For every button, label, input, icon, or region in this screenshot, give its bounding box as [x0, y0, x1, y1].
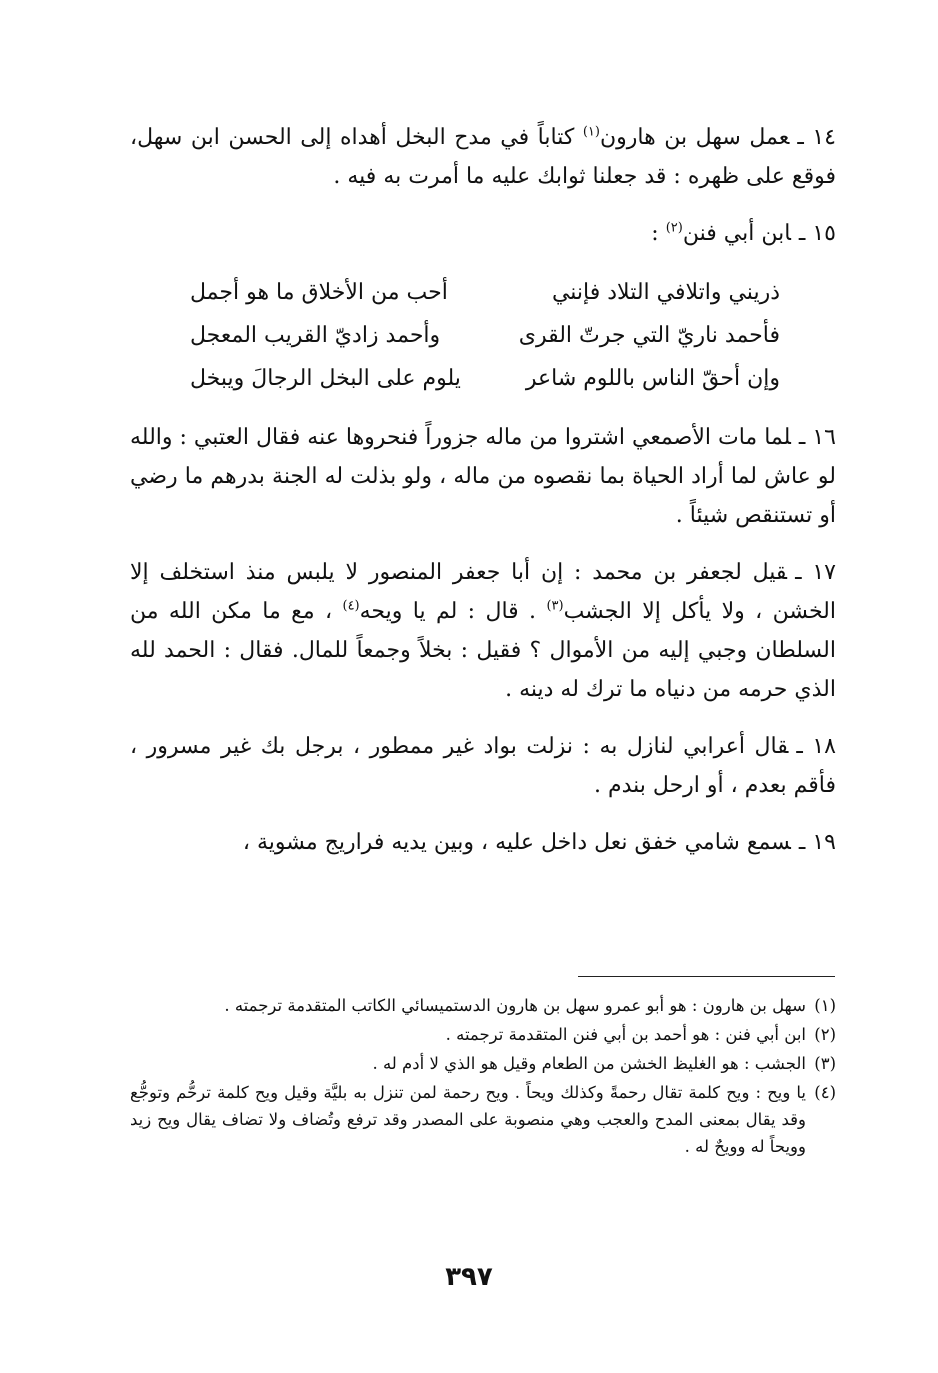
entry-19: [130, 823, 836, 862]
footnote-ref[interactable]: (٤): [342, 598, 360, 614]
footnote-ref[interactable]: (١): [582, 124, 600, 140]
verse-second-hemistich: أحب من الأخلاق ما هو أجمل: [190, 280, 448, 305]
entry-text: قال أعرابي لنازل به : نزلت بواد غير ممطور ، برجل بك غير مسرور ، فأقم بعدم ، أو ارحل بندم .: [130, 734, 836, 798]
verse-second-hemistich: يلوم على البخل الرجالَ ويبخل: [190, 366, 461, 391]
entry-text: سمع شامي خفق نعل داخل عليه ، وبين يديه فراريج مشوية ،: [242, 830, 791, 855]
footnote-mark: (٣): [814, 1054, 836, 1073]
verse-second-hemistich: وأحمد زاديّ القريب المعجل: [190, 323, 441, 348]
footnote-mark: (٢): [814, 1025, 836, 1044]
entry-number: ١٦ ـ: [798, 425, 836, 450]
entry-text: ابن أبي فنن: [682, 221, 791, 246]
footnote: [130, 992, 836, 1019]
entry-text: . قال : لم يا ويحه: [359, 599, 537, 624]
footnote-mark: (٤): [814, 1083, 836, 1102]
footnote-text: ابن أبي فنن : هو أحمد بن أبي فنن المتقدمة ترجمته .: [445, 1025, 806, 1044]
footnote-mark: (١): [814, 996, 836, 1015]
footnote-text: الجشب : هو الغليظ الخشن من الطعام وقيل هو الذي لا أدم له .: [372, 1054, 806, 1073]
entry-16: [130, 418, 836, 535]
entry-text: لما مات الأصمعي اشتروا من ماله جزوراً فنحروها عنه فقال العتبي : والله لو عاش لما أراد الحياة بما نقصوه من ماله ، ولو بذلت له الجنة بدرهم ما رضي أو تستنقص شيئاً .: [130, 425, 836, 528]
verse-line: [130, 357, 836, 400]
poem: [130, 271, 836, 400]
footnote: [130, 1079, 836, 1160]
entry-text: عمل سهل بن هارون: [599, 125, 790, 150]
footnote-text: يا ويح : ويح كلمة تقال رحمةً وكذلك ويحاً . ويح رحمة لمن تنزل به بليَّة وقيل ويح كلمة ترحُّم وتوجُّع وقد يقال بمعنى المدح والعجب وهي منصوبة على المصدر وقد ترفع وتُضاف ولا تضاف يقال ويح زيد وويحاً له وويحٌ له .: [130, 1083, 806, 1156]
footnote: [130, 1050, 836, 1077]
page-number: ٣٩٧: [445, 1262, 493, 1292]
verse-first-hemistich: فأحمد ناريّ التي جرتّ القرى: [518, 323, 780, 348]
footnotes: [130, 992, 836, 1162]
entry-number: ١٧ ـ: [795, 560, 836, 585]
entry-number: ١٩ ـ: [798, 830, 836, 855]
entry-tail: :: [651, 221, 659, 246]
entry-number: ١٨ ـ: [796, 734, 836, 759]
entry-17: [130, 553, 836, 709]
entry-18: [130, 727, 836, 805]
verse-first-hemistich: وإن أحقّ الناس باللوم شاعر: [525, 366, 780, 391]
verse-line: [130, 314, 836, 357]
footnote: [130, 1021, 836, 1048]
entry-text: قيل لجعفر بن محمد : إن أبا جعفر المنصور لا يلبس منذ استخلف إلا الخشن ، ولا يأكل إلا الجشب: [130, 560, 837, 624]
verse-first-hemistich: ذريني واتلافي التلاد فإنني: [551, 280, 780, 305]
entry-15: [130, 214, 836, 253]
entry-number: ١٥ ـ: [798, 221, 836, 246]
verse-line: [130, 271, 836, 314]
entry-text: كتاباً في مدح البخل أهداه إلى الحسن ابن سهل، فوقع على ظهره : قد جعلنا ثوابك عليه ما أمرت به فيه .: [130, 125, 836, 189]
footnote-ref[interactable]: (٣): [546, 598, 564, 614]
page-body: [130, 118, 836, 880]
entry-text: ، مع ما مكن الله من السلطان وجبي إليه من الأموال ؟ فقيل : بخلاً وجمعاً للمال. فقال : الحمد لله الذي حرمه من دنياه ما ترك له دينه .: [130, 599, 836, 702]
footnote-separator: [578, 976, 835, 977]
entry-number: ١٤ ـ: [797, 125, 836, 150]
footnote-ref[interactable]: (٢): [665, 220, 683, 236]
entry-14: [130, 118, 836, 196]
footnote-text: سهل بن هارون : هو أبو عمرو سهل بن هارون الدستميسائي الكاتب المتقدمة ترجمته .: [224, 996, 806, 1015]
